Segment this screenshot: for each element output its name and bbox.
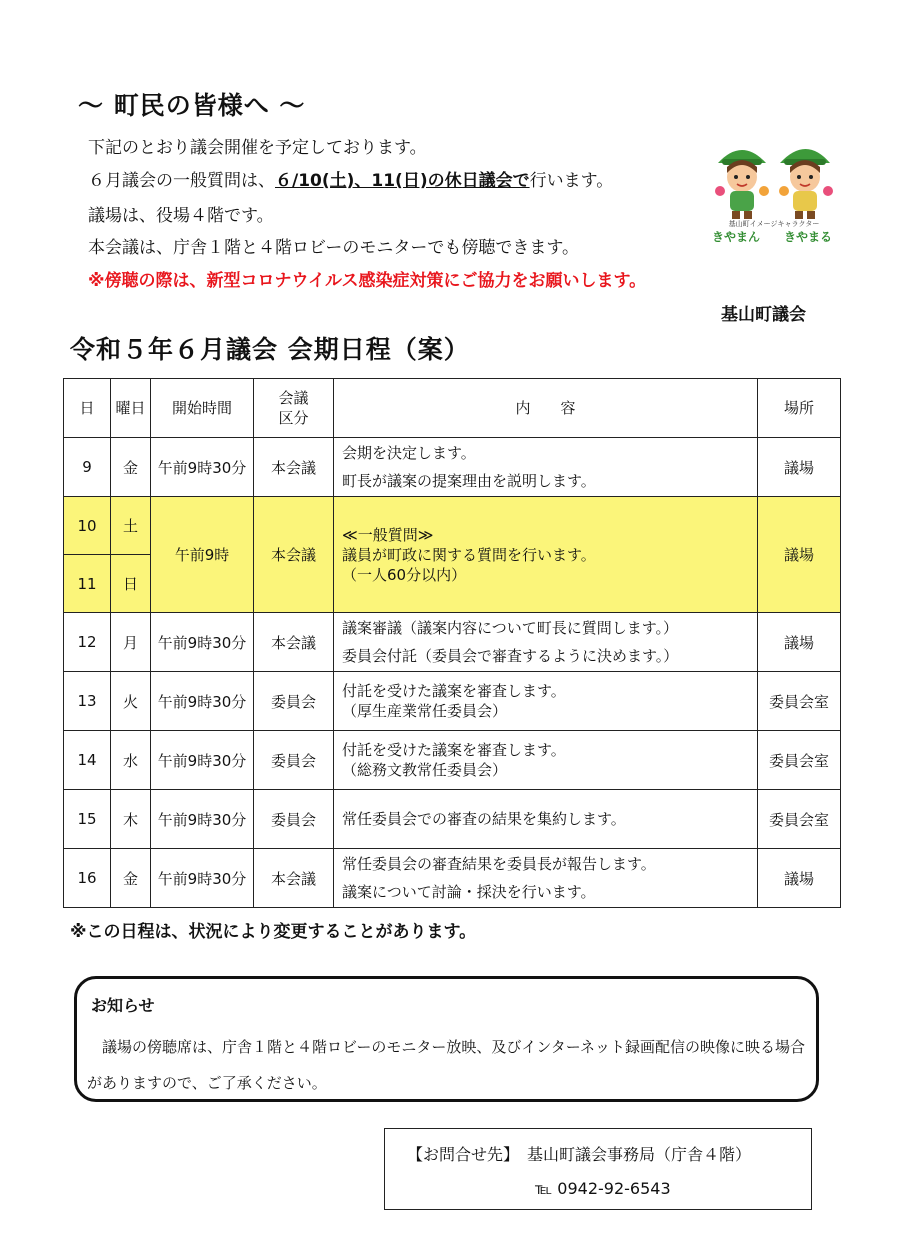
contact-line-2 [535, 1179, 671, 1198]
content-line: （厚生産業常任委員会） [342, 702, 508, 720]
cell-weekday: 木 [111, 790, 151, 849]
phone-icon: ℡ [535, 1179, 553, 1198]
table-header-row [64, 379, 841, 438]
holiday-session-highlight: ６/10(土)、11(日)の休日議会で [275, 171, 530, 191]
contact-box [384, 1128, 812, 1210]
cell-type: 委員会 [254, 672, 334, 731]
cell-start: 午前9時30分 [151, 790, 254, 849]
mascot-illustration-icon [708, 133, 840, 245]
cell-start: 午前9時30分 [151, 731, 254, 790]
intro-line-4: 本会議は、庁舎１階と４階ロビーのモニターでも傍聴できます。 [88, 238, 579, 258]
cell-place: 議場 [758, 438, 841, 497]
intro-line-2-prefix: ６月議会の一般質問は、 [88, 171, 275, 191]
contact-label: 【お問合せ先】 [407, 1145, 512, 1164]
mascot-left [715, 150, 769, 219]
cell-content [334, 731, 758, 790]
covid-warning: ※傍聴の際は、新型コロナウイルス感染症対策にご協力をお願いします。 [88, 271, 647, 291]
mascot-right [779, 149, 833, 219]
cell-weekday: 火 [111, 672, 151, 731]
content-line: 町長が議案の提案理由を説明します。 [342, 472, 596, 490]
header-type [254, 379, 334, 438]
cell-type: 本会議 [254, 438, 334, 497]
cell-start: 午前9時30分 [151, 438, 254, 497]
content-line: 会期を決定します。 [342, 444, 476, 462]
contact-office: 基山町議会事務局（庁舎４階） [527, 1145, 752, 1164]
organization-name: 基山町議会 [721, 305, 806, 325]
cell-content [334, 497, 758, 613]
cell-place: 議場 [758, 613, 841, 672]
notice-title: お知らせ [91, 996, 155, 1015]
table-row [64, 672, 841, 731]
contact-line-1 [407, 1142, 751, 1165]
cell-place: 議場 [758, 849, 841, 908]
table-row [64, 438, 841, 497]
cell-day: 15 [64, 790, 111, 849]
schedule-note: ※この日程は、状況により変更することがあります。 [70, 922, 477, 942]
intro-line-2 [88, 166, 613, 191]
content-line: （一人60分以内） [342, 565, 467, 584]
cell-weekday: 金 [111, 438, 151, 497]
cell-weekday: 日 [111, 555, 151, 613]
cell-type: 委員会 [254, 790, 334, 849]
cell-start: 午前9時30分 [151, 672, 254, 731]
cell-day: 9 [64, 438, 111, 497]
cell-start: 午前9時30分 [151, 613, 254, 672]
schedule-title: 令和５年６月議会 会期日程（案） [70, 335, 470, 364]
cell-day: 14 [64, 731, 111, 790]
table-row-weekend-sat [64, 497, 841, 555]
mascot-caption: 基山町イメージキャラクター [728, 220, 820, 228]
header-type-line1: 会議 [278, 389, 309, 407]
table-row [64, 790, 841, 849]
header-start: 開始時間 [151, 379, 254, 438]
schedule-table [63, 378, 841, 908]
cell-weekday: 金 [111, 849, 151, 908]
intro-line-2-suffix: 行います。 [529, 171, 614, 191]
intro-line-1: 下記のとおり議会開催を予定しております。 [88, 138, 427, 158]
cell-place: 議場 [758, 497, 841, 613]
contact-phone: 0942-92-6543 [557, 1179, 671, 1198]
page-heading: ～ 町民の皆様へ ～ [78, 91, 306, 120]
cell-day: 12 [64, 613, 111, 672]
cell-weekday: 土 [111, 497, 151, 555]
cell-day: 13 [64, 672, 111, 731]
cell-place: 委員会室 [758, 731, 841, 790]
header-weekday: 曜日 [111, 379, 151, 438]
content-line: 委員会付託（委員会で審査するように決めます。） [342, 647, 679, 665]
mascot-name-right: きやまる [783, 230, 833, 244]
notice-box [74, 976, 819, 1102]
cell-type: 本会議 [254, 849, 334, 908]
table-row [64, 613, 841, 672]
table-row [64, 849, 841, 908]
content-line: 付託を受けた議案を審査します。 [342, 741, 566, 759]
header-day: 日 [64, 379, 111, 438]
cell-day: 10 [64, 497, 111, 555]
cell-place: 委員会室 [758, 672, 841, 731]
header-content: 内 容 [334, 379, 758, 438]
content-line: 付託を受けた議案を審査します。 [342, 682, 566, 700]
cell-content [334, 613, 758, 672]
content-line: 議案について討論・採決を行います。 [342, 883, 596, 901]
header-place: 場所 [758, 379, 841, 438]
header-type-line2: 区分 [278, 409, 309, 427]
notice-body: 議場の傍聴席は、庁舎１階と４階ロビーのモニター放映、及びインターネット録画配信の映像に映る場合がありますので、ご了承ください。 [87, 1038, 806, 1092]
cell-type: 委員会 [254, 731, 334, 790]
content-line: 議案審議（議案内容について町長に質問します。） [342, 619, 679, 637]
cell-place: 委員会室 [758, 790, 841, 849]
cell-content: 常任委員会での審査の結果を集約します。 [334, 790, 758, 849]
cell-type: 本会議 [254, 497, 334, 613]
content-line: （総務文教常任委員会） [342, 761, 508, 779]
intro-line-3: 議場は、役場４階です。 [88, 206, 274, 226]
content-line: 議員が町政に関する質問を行います。 [342, 545, 596, 564]
cell-content [334, 849, 758, 908]
cell-start: 午前9時30分 [151, 849, 254, 908]
cell-content [334, 438, 758, 497]
cell-type: 本会議 [254, 613, 334, 672]
content-line: 常任委員会の審査結果を委員長が報告します。 [342, 855, 656, 873]
table-row [64, 731, 841, 790]
content-line: ≪一般質問≫ [342, 525, 434, 544]
cell-day: 11 [64, 555, 111, 613]
cell-start: 午前9時 [151, 497, 254, 613]
cell-day: 16 [64, 849, 111, 908]
cell-weekday: 水 [111, 731, 151, 790]
cell-weekday: 月 [111, 613, 151, 672]
mascot-name-left: きやまん [711, 230, 761, 244]
cell-content [334, 672, 758, 731]
